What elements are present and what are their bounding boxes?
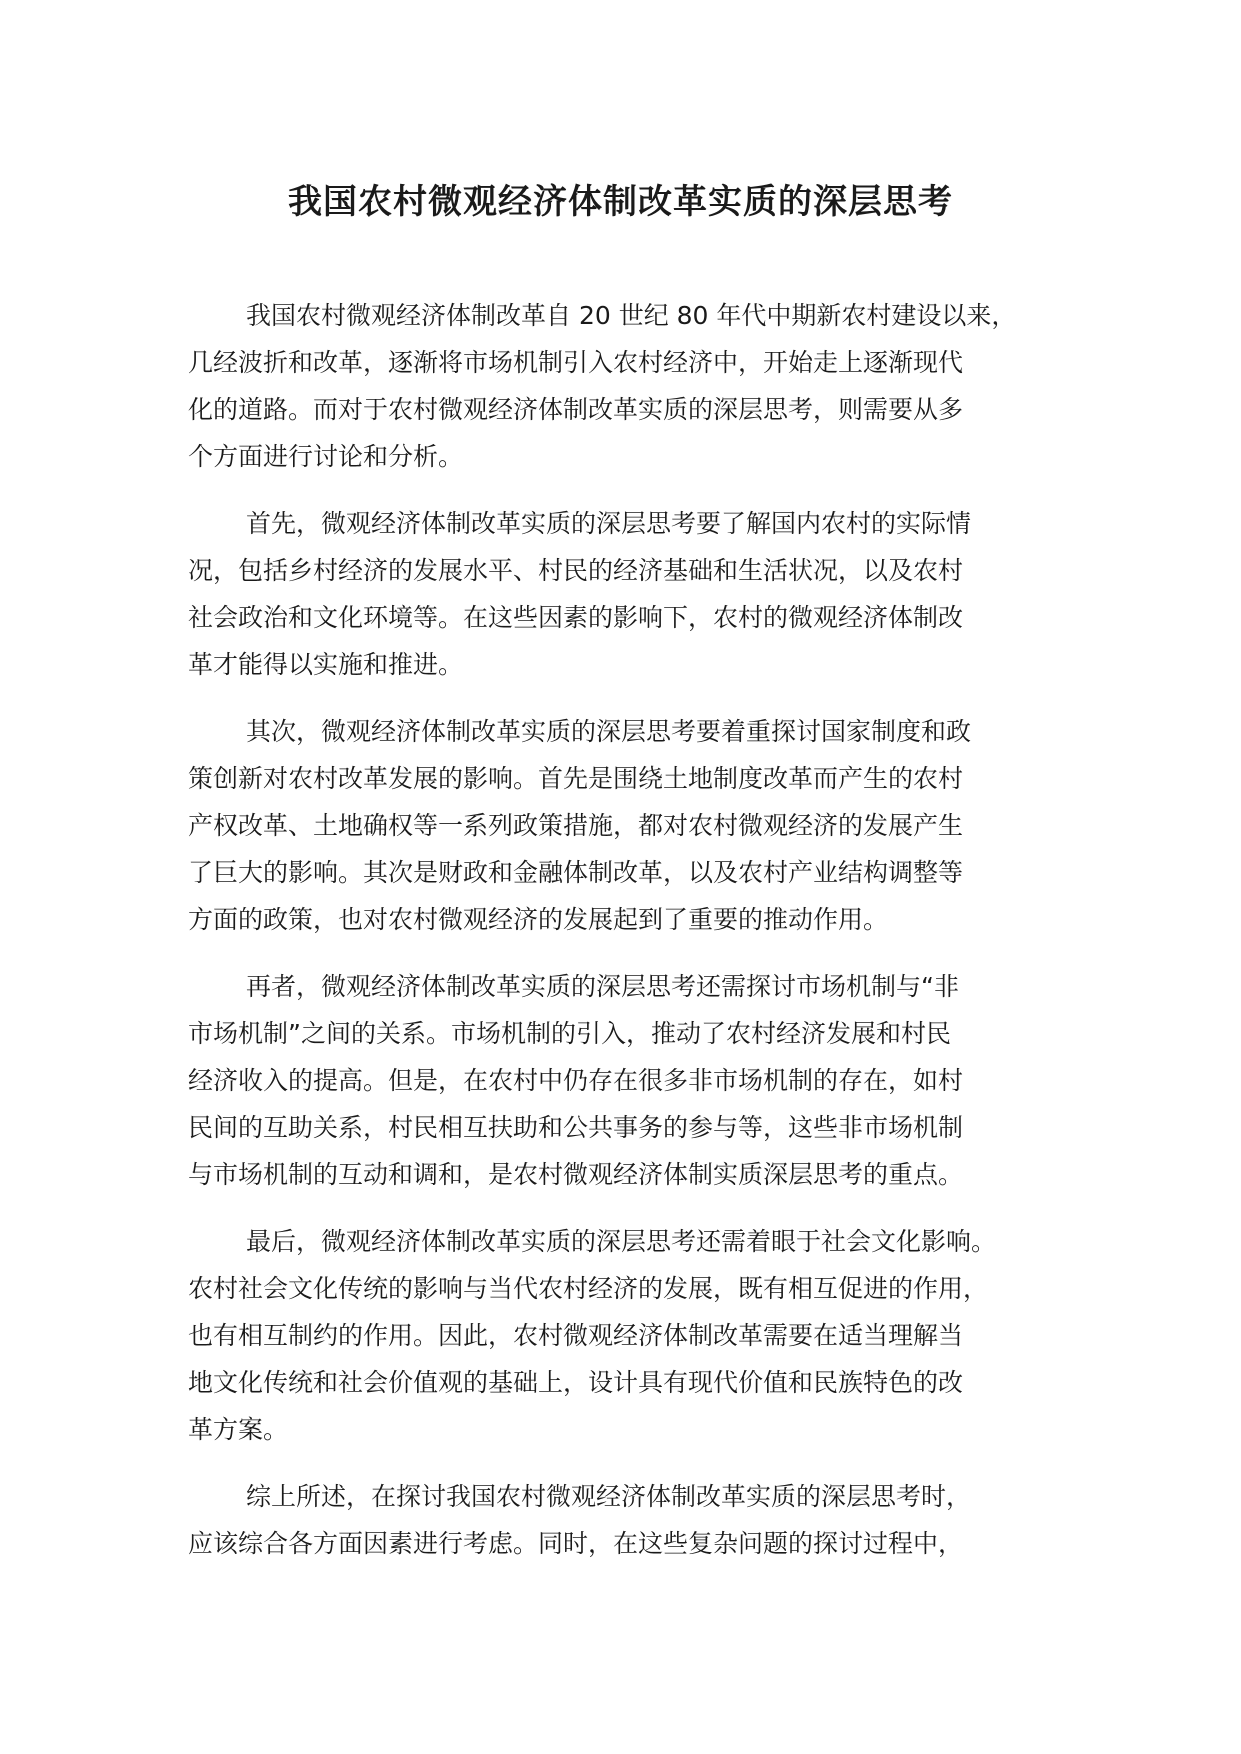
paragraph-third-point [188, 963, 1078, 1198]
paragraph-conclusion [188, 1473, 1078, 1567]
text-line: 策创新对农村改革发展的影响。首先是围绕土地制度改革而产生的农村 [188, 764, 964, 793]
text-line: 革才能得以实施和推进。 [188, 650, 464, 679]
text-line: 最后，微观经济体制改革实质的深层思考还需着眼于社会文化影响。 [246, 1227, 997, 1256]
text-line: 民间的互助关系，村民相互扶助和公共事务的参与等，这些非市场机制 [188, 1113, 964, 1142]
text-line: 化的道路。而对于农村微观经济体制改革实质的深层思考，则需要从多 [188, 395, 964, 424]
paragraph-intro [188, 292, 1078, 480]
text-line: 我国农村微观经济体制改革自 20 世纪 80 年代中期新农村建设以来， [246, 301, 1017, 330]
document-body [188, 292, 1078, 1587]
paragraph-fourth-point [188, 1218, 1078, 1453]
paragraph-second-point [188, 708, 1078, 943]
text-line: 了巨大的影响。其次是财政和金融体制改革，以及农村产业结构调整等 [188, 858, 964, 887]
text-line: 经济收入的提高。但是，在农村中仍存在很多非市场机制的存在，如村 [188, 1066, 964, 1095]
text-line: 与市场机制的互动和调和，是农村微观经济体制实质深层思考的重点。 [188, 1160, 964, 1189]
text-line: 个方面进行讨论和分析。 [188, 442, 464, 471]
text-line: 几经波折和改革，逐渐将市场机制引入农村经济中，开始走上逐渐现代 [188, 348, 964, 377]
text-line: 革方案。 [188, 1415, 289, 1444]
text-line: 地文化传统和社会价值观的基础上，设计具有现代价值和民族特色的改 [188, 1368, 964, 1397]
text-line: 也有相互制约的作用。因此，农村微观经济体制改革需要在适当理解当 [188, 1321, 964, 1350]
text-line: 其次，微观经济体制改革实质的深层思考要着重探讨国家制度和政 [246, 717, 972, 746]
document-title: 我国农村微观经济体制改革实质的深层思考 [288, 182, 953, 222]
text-line: 产权改革、土地确权等一系列政策措施，都对农村微观经济的发展产生 [188, 811, 964, 840]
text-line: 应该综合各方面因素进行考虑。同时，在这些复杂问题的探讨过程中， [188, 1529, 964, 1558]
text-line: 再者，微观经济体制改革实质的深层思考还需探讨市场机制与“非 [246, 972, 959, 1001]
text-line: 社会政治和文化环境等。在这些因素的影响下，农村的微观经济体制改 [188, 603, 964, 632]
text-line: 方面的政策，也对农村微观经济的发展起到了重要的推动作用。 [188, 905, 889, 934]
text-line: 况，包括乡村经济的发展水平、村民的经济基础和生活状况，以及农村 [188, 556, 964, 585]
paragraph-first-point [188, 500, 1078, 688]
text-line: 首先，微观经济体制改革实质的深层思考要了解国内农村的实际情 [246, 509, 972, 538]
text-line: 市场机制”之间的关系。市场机制的引入，推动了农村经济发展和村民 [188, 1019, 951, 1048]
text-line: 农村社会文化传统的影响与当代农村经济的发展，既有相互促进的作用， [188, 1274, 989, 1303]
text-line: 综上所述，在探讨我国农村微观经济体制改革实质的深层思考时， [246, 1482, 972, 1511]
